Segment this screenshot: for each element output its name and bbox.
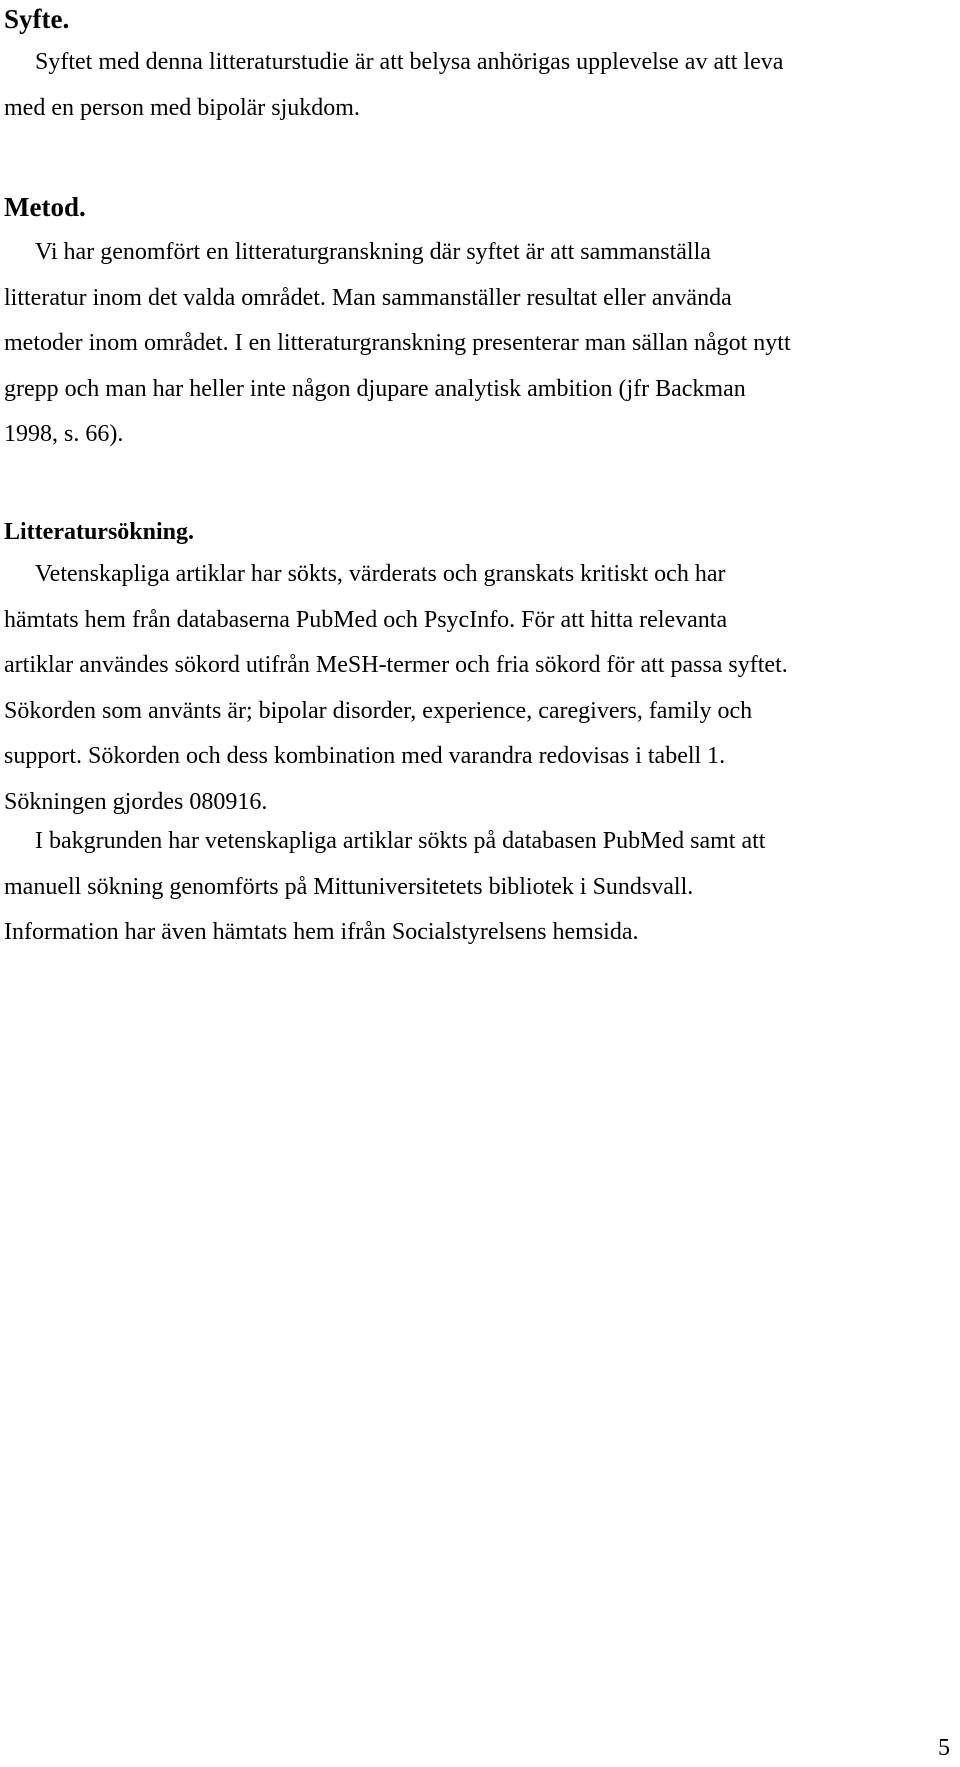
- litteratursokning-line: Sökorden som använts är; bipolar disorder, experience, caregivers, family och: [4, 697, 753, 724]
- litteratursokning-paragraph-1: [4, 552, 949, 825]
- metod-line: metoder inom området. I en litteraturgranskning presenterar man sällan något nytt: [4, 330, 791, 356]
- metod-line: 1998, s. 66).: [4, 421, 124, 447]
- litteratursokning-line: artiklar användes sökord utifrån MeSH-termer och fria sökord för att passa syftet.: [4, 652, 788, 678]
- page-number: 5: [938, 1735, 950, 1761]
- litteratursokning-paragraph-2: [4, 819, 949, 956]
- metod-line: Vi har genomfört en litteraturgranskning där syftet är att sammanställa: [35, 239, 711, 265]
- metod-line: litteratur inom det valda området. Man sammanställer resultat eller använda: [4, 284, 732, 311]
- metod-line: grepp och man har heller inte någon djupare analytisk ambition (jfr Backman: [4, 375, 746, 402]
- litteratursokning-line: Information har även hämtats hem ifrån Socialstyrelsens hemsida.: [4, 919, 639, 945]
- metod-paragraph: [4, 230, 949, 458]
- section-heading-syfte: Syfte.: [4, 4, 70, 34]
- syfte-line: med en person med bipolär sjukdom.: [4, 94, 360, 121]
- litteratursokning-line: manuell sökning genomförts på Mittuniversitetets bibliotek i Sundsvall.: [4, 873, 694, 900]
- syfte-line: Syftet med denna litteraturstudie är att belysa anhörigas upplevelse av att leva: [35, 49, 784, 75]
- litteratursokning-line: I bakgrunden har vetenskapliga artiklar sökts på databasen PubMed samt att: [35, 828, 766, 854]
- litteratursokning-line: support. Sökorden och dess kombination med varandra redovisas i tabell 1.: [4, 743, 726, 769]
- litteratursokning-line: Vetenskapliga artiklar har sökts, värderats och granskats kritiskt och har: [35, 561, 726, 587]
- section-heading-litteratursokning: Litteratursökning.: [4, 519, 195, 545]
- section-heading-metod: Metod.: [4, 192, 86, 222]
- syfte-paragraph: [4, 40, 949, 131]
- litteratursokning-line: hämtats hem från databaserna PubMed och PsycInfo. För att hitta relevanta: [4, 606, 728, 633]
- litteratursokning-line: Sökningen gjordes 080916.: [4, 788, 268, 815]
